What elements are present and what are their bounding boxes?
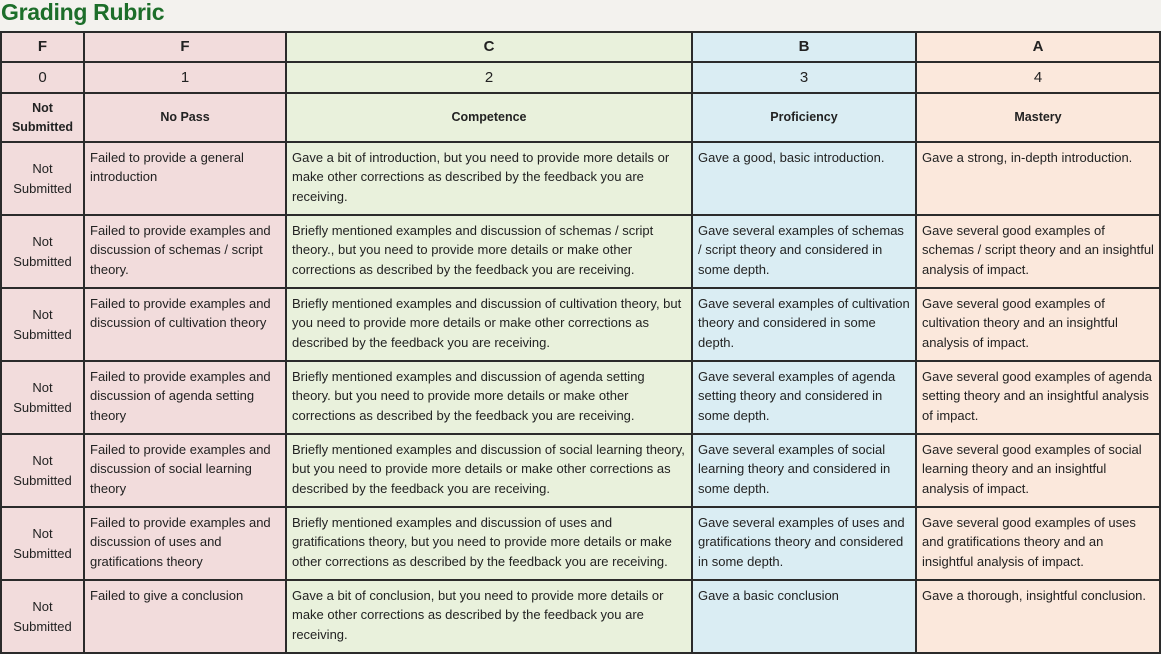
- competence-cell: Gave a bit of introduction, but you need to provide more details or make other corrections as described by the feedback you are receiving.: [286, 142, 692, 215]
- criterion-row: [1, 580, 1160, 653]
- not-submitted-cell: Not Submitted: [1, 361, 84, 434]
- not-submitted-cell: Not Submitted: [1, 288, 84, 361]
- grade-header: C: [286, 32, 692, 62]
- criterion-row: [1, 361, 1160, 434]
- competence-cell: Briefly mentioned examples and discussion of social learning theory, but you need to provide more details or make other corrections as described by the feedback you are receiving.: [286, 434, 692, 507]
- no-pass-cell: Failed to provide examples and discussion of agenda setting theory: [84, 361, 286, 434]
- level-label: Not Submitted: [1, 93, 84, 142]
- proficiency-cell: Gave a basic conclusion: [692, 580, 916, 653]
- points-header: 0: [1, 62, 84, 93]
- page-title: Grading Rubric: [1, 0, 165, 25]
- level-label: Proficiency: [692, 93, 916, 142]
- criterion-row: [1, 142, 1160, 215]
- competence-cell: Gave a bit of conclusion, but you need to provide more details or make other corrections as described by the feedback you are receiving.: [286, 580, 692, 653]
- criterion-row: [1, 507, 1160, 580]
- grade-header: B: [692, 32, 916, 62]
- no-pass-cell: Failed to provide a general introduction: [84, 142, 286, 215]
- competence-cell: Briefly mentioned examples and discussion of schemas / script theory., but you need to provide more details or make other corrections as described by the feedback you are receiving.: [286, 215, 692, 288]
- no-pass-cell: Failed to provide examples and discussion of uses and gratifications theory: [84, 507, 286, 580]
- not-submitted-cell: Not Submitted: [1, 215, 84, 288]
- points-header: 2: [286, 62, 692, 93]
- grade-row: [1, 32, 1160, 62]
- mastery-cell: Gave a thorough, insightful conclusion.: [916, 580, 1160, 653]
- points-header: 4: [916, 62, 1160, 93]
- rubric-table: [0, 31, 1161, 654]
- not-submitted-cell: Not Submitted: [1, 507, 84, 580]
- competence-cell: Briefly mentioned examples and discussion of agenda setting theory. but you need to provide more details or make other corrections as described by the feedback you are receiving.: [286, 361, 692, 434]
- competence-cell: Briefly mentioned examples and discussion of uses and gratifications theory, but you need to provide more details or make other corrections as described by the feedback you are receiving.: [286, 507, 692, 580]
- mastery-cell: Gave several good examples of agenda setting theory and an insightful analysis of impact.: [916, 361, 1160, 434]
- level-label: Competence: [286, 93, 692, 142]
- grade-header: F: [1, 32, 84, 62]
- mastery-cell: Gave several good examples of cultivation theory and an insightful analysis of impact.: [916, 288, 1160, 361]
- proficiency-cell: Gave several examples of agenda setting theory and considered in some depth.: [692, 361, 916, 434]
- no-pass-cell: Failed to provide examples and discussion of social learning theory: [84, 434, 286, 507]
- no-pass-cell: Failed to provide examples and discussion of schemas / script theory.: [84, 215, 286, 288]
- level-label-row: [1, 93, 1160, 142]
- proficiency-cell: Gave a good, basic introduction.: [692, 142, 916, 215]
- level-label: Mastery: [916, 93, 1160, 142]
- criterion-row: [1, 215, 1160, 288]
- proficiency-cell: Gave several examples of cultivation theory and considered in some depth.: [692, 288, 916, 361]
- level-label: No Pass: [84, 93, 286, 142]
- points-header: 1: [84, 62, 286, 93]
- criterion-row: [1, 434, 1160, 507]
- not-submitted-cell: Not Submitted: [1, 142, 84, 215]
- mastery-cell: Gave several good examples of uses and gratifications theory and an insightful analysis of impact.: [916, 507, 1160, 580]
- proficiency-cell: Gave several examples of schemas / script theory and considered in some depth.: [692, 215, 916, 288]
- mastery-cell: Gave a strong, in-depth introduction.: [916, 142, 1160, 215]
- mastery-cell: Gave several good examples of social learning theory and an insightful analysis of impact.: [916, 434, 1160, 507]
- proficiency-cell: Gave several examples of uses and gratifications theory and considered in some depth.: [692, 507, 916, 580]
- competence-cell: Briefly mentioned examples and discussion of cultivation theory, but you need to provide more details or make other corrections as described by the feedback you are receiving.: [286, 288, 692, 361]
- no-pass-cell: Failed to give a conclusion: [84, 580, 286, 653]
- no-pass-cell: Failed to provide examples and discussion of cultivation theory: [84, 288, 286, 361]
- points-header: 3: [692, 62, 916, 93]
- points-row: [1, 62, 1160, 93]
- proficiency-cell: Gave several examples of social learning theory and considered in some depth.: [692, 434, 916, 507]
- not-submitted-cell: Not Submitted: [1, 580, 84, 653]
- grade-header: F: [84, 32, 286, 62]
- grade-header: A: [916, 32, 1160, 62]
- not-submitted-cell: Not Submitted: [1, 434, 84, 507]
- mastery-cell: Gave several good examples of schemas / script theory and an insightful analysis of impact.: [916, 215, 1160, 288]
- criterion-row: [1, 288, 1160, 361]
